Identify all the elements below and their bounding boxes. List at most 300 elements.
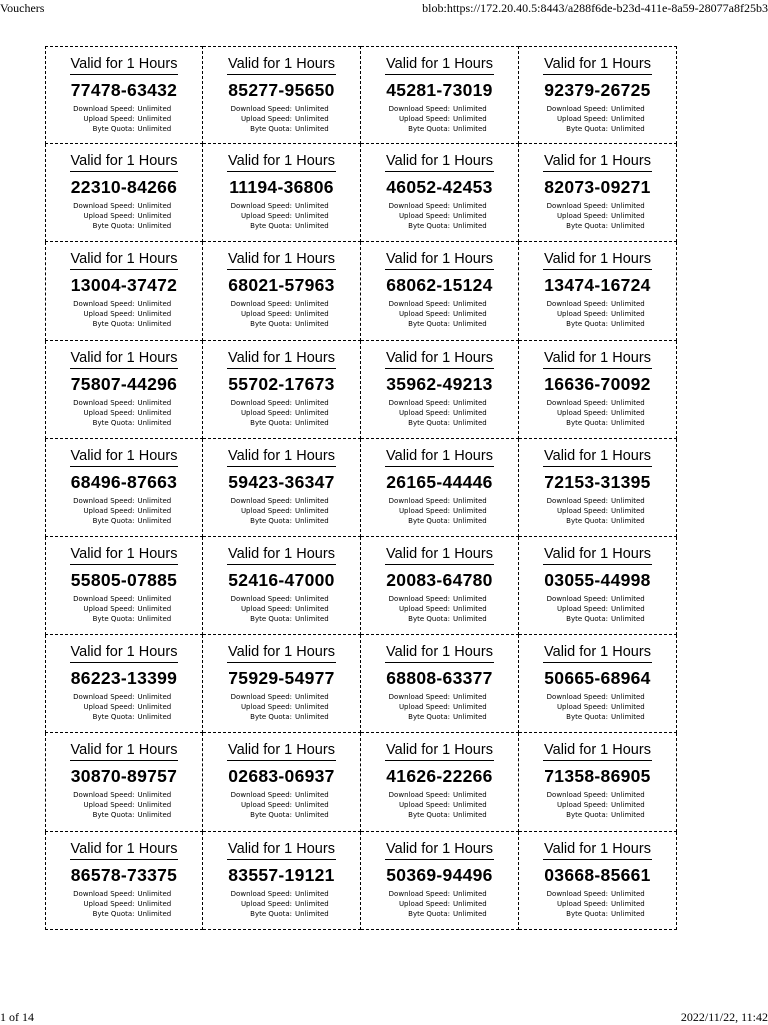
voucher-code: 72153-31395 xyxy=(544,471,651,492)
byte-quota-label: Byte Quota: xyxy=(408,125,450,133)
voucher-validity: Valid for 1 Hours xyxy=(70,350,179,369)
download-speed-value: Unlimited xyxy=(453,300,487,309)
upload-speed-label: Upload Speed: xyxy=(556,506,608,515)
byte-quota-label: Byte Quota: xyxy=(566,713,608,722)
voucher-code: 30870-89757 xyxy=(70,766,178,787)
upload-speed-value: Unlimited xyxy=(611,310,645,319)
voucher-card xyxy=(203,341,361,439)
voucher-validity: Valid for 1 Hours xyxy=(385,742,494,761)
upload-speed-value: Unlimited xyxy=(295,899,329,908)
voucher-card xyxy=(45,733,203,831)
upload-speed-value: Unlimited xyxy=(453,506,487,515)
voucher-code: 82073-09271 xyxy=(544,177,651,198)
upload-speed-value: Unlimited xyxy=(295,408,329,417)
voucher-card xyxy=(45,242,203,340)
upload-speed-value: Unlimited xyxy=(295,310,329,319)
voucher-specs xyxy=(519,398,676,428)
voucher-card xyxy=(45,635,203,733)
voucher-card xyxy=(519,635,677,733)
byte-quota-label: Byte Quota: xyxy=(250,713,292,722)
upload-speed-label: Upload Speed: xyxy=(83,506,135,515)
byte-quota-value: Unlimited xyxy=(611,909,645,918)
byte-quota-label: Byte Quota: xyxy=(92,614,135,623)
byte-quota-label: Byte Quota: xyxy=(92,320,135,329)
byte-quota-label: Byte Quota: xyxy=(566,320,608,329)
voucher-specs xyxy=(519,496,676,526)
byte-quota-label: Byte Quota: xyxy=(92,516,135,525)
download-speed-value: Unlimited xyxy=(453,398,487,407)
download-speed-label: Download Speed: xyxy=(73,105,135,113)
upload-speed-label: Upload Speed: xyxy=(398,310,450,319)
byte-quota-label: Byte Quota: xyxy=(250,125,292,133)
voucher-specs xyxy=(203,398,360,428)
byte-quota-value: Unlimited xyxy=(611,713,645,722)
voucher-code: 83557-19121 xyxy=(228,864,335,885)
print-footer-datetime: 2022/11/22, 11:42 xyxy=(680,1010,768,1024)
byte-quota-value: Unlimited xyxy=(137,614,172,623)
download-speed-label: Download Speed: xyxy=(230,105,292,113)
voucher-specs xyxy=(203,594,360,624)
download-speed-value: Unlimited xyxy=(611,398,645,407)
byte-quota-value: Unlimited xyxy=(295,811,329,820)
voucher-validity: Valid for 1 Hours xyxy=(70,153,179,172)
upload-speed-value: Unlimited xyxy=(295,801,329,810)
download-speed-label: Download Speed: xyxy=(230,791,292,800)
download-speed-label: Download Speed: xyxy=(546,791,608,800)
byte-quota-value: Unlimited xyxy=(137,909,172,918)
voucher-validity: Valid for 1 Hours xyxy=(70,644,179,663)
byte-quota-label: Byte Quota: xyxy=(408,320,450,329)
voucher-code: 26165-44446 xyxy=(386,471,493,492)
upload-speed-label: Upload Speed: xyxy=(556,604,608,613)
upload-speed-value: Unlimited xyxy=(295,703,329,712)
byte-quota-label: Byte Quota: xyxy=(92,222,135,231)
byte-quota-value: Unlimited xyxy=(453,125,487,133)
upload-speed-value: Unlimited xyxy=(453,703,487,712)
byte-quota-label: Byte Quota: xyxy=(250,516,292,525)
voucher-specs xyxy=(361,594,518,624)
byte-quota-value: Unlimited xyxy=(295,713,329,722)
download-speed-label: Download Speed: xyxy=(388,105,450,113)
upload-speed-value: Unlimited xyxy=(611,506,645,515)
upload-speed-value: Unlimited xyxy=(453,801,487,810)
download-speed-label: Download Speed: xyxy=(388,693,450,702)
voucher-specs xyxy=(46,398,202,428)
download-speed-value: Unlimited xyxy=(453,202,487,211)
voucher-card xyxy=(361,733,519,831)
upload-speed-value: Unlimited xyxy=(295,115,329,123)
voucher-card xyxy=(45,537,203,635)
byte-quota-value: Unlimited xyxy=(295,418,329,427)
upload-speed-value: Unlimited xyxy=(611,899,645,908)
voucher-validity: Valid for 1 Hours xyxy=(227,448,336,467)
voucher-validity: Valid for 1 Hours xyxy=(543,56,652,75)
voucher-validity: Valid for 1 Hours xyxy=(385,56,494,75)
voucher-code: 59423-36347 xyxy=(228,471,335,492)
byte-quota-label: Byte Quota: xyxy=(408,713,450,722)
upload-speed-label: Upload Speed: xyxy=(556,115,608,123)
upload-speed-value: Unlimited xyxy=(611,604,645,613)
voucher-code: 03668-85661 xyxy=(544,864,651,885)
upload-speed-value: Unlimited xyxy=(295,604,329,613)
upload-speed-value: Unlimited xyxy=(295,212,329,221)
voucher-code: 92379-26725 xyxy=(544,80,651,100)
voucher-validity: Valid for 1 Hours xyxy=(385,251,494,270)
print-header-title: Vouchers xyxy=(0,1,45,15)
voucher-code: 68496-87663 xyxy=(70,471,178,492)
upload-speed-label: Upload Speed: xyxy=(83,899,135,908)
download-speed-label: Download Speed: xyxy=(230,889,292,898)
upload-speed-label: Upload Speed: xyxy=(83,408,135,417)
voucher-code: 41626-22266 xyxy=(386,766,493,787)
voucher-card xyxy=(203,144,361,242)
upload-speed-label: Upload Speed: xyxy=(398,506,450,515)
upload-speed-label: Upload Speed: xyxy=(556,801,608,810)
voucher-validity: Valid for 1 Hours xyxy=(543,644,652,663)
voucher-card xyxy=(519,144,677,242)
download-speed-label: Download Speed: xyxy=(73,889,135,898)
upload-speed-label: Upload Speed: xyxy=(398,801,450,810)
voucher-validity: Valid for 1 Hours xyxy=(70,742,179,761)
download-speed-label: Download Speed: xyxy=(388,594,450,603)
upload-speed-value: Unlimited xyxy=(137,408,172,417)
voucher-card xyxy=(203,832,361,930)
download-speed-label: Download Speed: xyxy=(73,202,135,211)
download-speed-value: Unlimited xyxy=(453,889,487,898)
voucher-code: 75929-54977 xyxy=(228,668,335,689)
upload-speed-label: Upload Speed: xyxy=(83,212,135,221)
download-speed-value: Unlimited xyxy=(137,398,172,407)
byte-quota-label: Byte Quota: xyxy=(408,909,450,918)
upload-speed-label: Upload Speed: xyxy=(240,115,292,123)
upload-speed-label: Upload Speed: xyxy=(556,703,608,712)
voucher-specs xyxy=(46,692,202,722)
download-speed-value: Unlimited xyxy=(453,105,487,113)
byte-quota-label: Byte Quota: xyxy=(408,222,450,231)
download-speed-label: Download Speed: xyxy=(546,300,608,309)
upload-speed-label: Upload Speed: xyxy=(398,115,450,123)
download-speed-value: Unlimited xyxy=(137,300,172,309)
upload-speed-value: Unlimited xyxy=(137,115,172,123)
byte-quota-label: Byte Quota: xyxy=(250,614,292,623)
voucher-card xyxy=(203,46,361,144)
voucher-card xyxy=(361,832,519,930)
voucher-validity: Valid for 1 Hours xyxy=(385,644,494,663)
voucher-code: 86223-13399 xyxy=(70,668,178,689)
voucher-card xyxy=(361,46,519,144)
voucher-code: 68062-15124 xyxy=(386,275,493,296)
voucher-specs xyxy=(203,299,360,329)
byte-quota-value: Unlimited xyxy=(137,418,172,427)
voucher-specs xyxy=(203,790,360,820)
byte-quota-label: Byte Quota: xyxy=(566,516,608,525)
voucher-validity: Valid for 1 Hours xyxy=(227,350,336,369)
download-speed-label: Download Speed: xyxy=(73,398,135,407)
voucher-validity: Valid for 1 Hours xyxy=(543,153,652,172)
voucher-validity: Valid for 1 Hours xyxy=(227,742,336,761)
voucher-card xyxy=(361,635,519,733)
byte-quota-value: Unlimited xyxy=(453,516,487,525)
voucher-specs xyxy=(519,104,676,134)
download-speed-label: Download Speed: xyxy=(388,496,450,505)
download-speed-value: Unlimited xyxy=(453,594,487,603)
byte-quota-label: Byte Quota: xyxy=(250,320,292,329)
byte-quota-value: Unlimited xyxy=(611,125,645,133)
upload-speed-value: Unlimited xyxy=(137,801,172,810)
byte-quota-label: Byte Quota: xyxy=(566,125,608,133)
download-speed-label: Download Speed: xyxy=(73,300,135,309)
voucher-specs xyxy=(519,201,676,231)
voucher-code: 46052-42453 xyxy=(386,177,493,198)
voucher-validity: Valid for 1 Hours xyxy=(70,841,179,860)
download-speed-label: Download Speed: xyxy=(230,398,292,407)
download-speed-label: Download Speed: xyxy=(73,496,135,505)
upload-speed-value: Unlimited xyxy=(453,899,487,908)
download-speed-label: Download Speed: xyxy=(73,594,135,603)
voucher-specs xyxy=(361,496,518,526)
voucher-validity: Valid for 1 Hours xyxy=(227,153,336,172)
byte-quota-value: Unlimited xyxy=(611,516,645,525)
download-speed-label: Download Speed: xyxy=(388,398,450,407)
voucher-validity: Valid for 1 Hours xyxy=(543,742,652,761)
print-header-url: blob:https://172.20.40.5:8443/a288f6de-b23d-411e-8a59-28077a8f25b3 xyxy=(422,1,768,15)
voucher-specs xyxy=(361,104,518,134)
upload-speed-value: Unlimited xyxy=(295,506,329,515)
download-speed-value: Unlimited xyxy=(295,594,329,603)
voucher-code: 13474-16724 xyxy=(544,275,651,296)
voucher-specs xyxy=(46,201,202,231)
upload-speed-value: Unlimited xyxy=(453,115,487,123)
download-speed-value: Unlimited xyxy=(295,105,329,113)
voucher-code: 77478-63432 xyxy=(70,80,178,100)
voucher-specs xyxy=(46,299,202,329)
download-speed-value: Unlimited xyxy=(137,594,172,603)
upload-speed-label: Upload Speed: xyxy=(556,899,608,908)
voucher-validity: Valid for 1 Hours xyxy=(70,546,179,565)
upload-speed-label: Upload Speed: xyxy=(240,801,292,810)
upload-speed-label: Upload Speed: xyxy=(240,506,292,515)
download-speed-label: Download Speed: xyxy=(230,496,292,505)
upload-speed-value: Unlimited xyxy=(453,212,487,221)
voucher-validity: Valid for 1 Hours xyxy=(385,546,494,565)
voucher-card xyxy=(361,439,519,537)
voucher-card xyxy=(203,242,361,340)
byte-quota-value: Unlimited xyxy=(295,909,329,918)
byte-quota-value: Unlimited xyxy=(137,125,172,133)
download-speed-label: Download Speed: xyxy=(73,693,135,702)
download-speed-value: Unlimited xyxy=(295,300,329,309)
voucher-code: 68021-57963 xyxy=(228,275,335,296)
upload-speed-label: Upload Speed: xyxy=(556,310,608,319)
download-speed-label: Download Speed: xyxy=(546,693,608,702)
upload-speed-label: Upload Speed: xyxy=(556,408,608,417)
voucher-card xyxy=(519,341,677,439)
byte-quota-value: Unlimited xyxy=(611,320,645,329)
voucher-specs xyxy=(46,594,202,624)
voucher-validity: Valid for 1 Hours xyxy=(385,350,494,369)
byte-quota-label: Byte Quota: xyxy=(566,614,608,623)
voucher-specs xyxy=(519,790,676,820)
byte-quota-value: Unlimited xyxy=(137,713,172,722)
voucher-card xyxy=(203,537,361,635)
voucher-code: 50369-94496 xyxy=(386,864,493,885)
download-speed-value: Unlimited xyxy=(137,105,172,113)
byte-quota-value: Unlimited xyxy=(453,320,487,329)
upload-speed-label: Upload Speed: xyxy=(240,310,292,319)
voucher-card xyxy=(45,341,203,439)
download-speed-value: Unlimited xyxy=(611,202,645,211)
upload-speed-label: Upload Speed: xyxy=(240,408,292,417)
download-speed-value: Unlimited xyxy=(295,693,329,702)
upload-speed-value: Unlimited xyxy=(611,801,645,810)
voucher-specs xyxy=(361,790,518,820)
byte-quota-value: Unlimited xyxy=(137,320,172,329)
voucher-card xyxy=(519,46,677,144)
voucher-card xyxy=(361,341,519,439)
byte-quota-value: Unlimited xyxy=(453,614,487,623)
byte-quota-label: Byte Quota: xyxy=(566,222,608,231)
voucher-validity: Valid for 1 Hours xyxy=(543,841,652,860)
download-speed-label: Download Speed: xyxy=(388,202,450,211)
byte-quota-label: Byte Quota: xyxy=(250,811,292,820)
voucher-specs xyxy=(361,398,518,428)
voucher-validity: Valid for 1 Hours xyxy=(70,448,179,467)
voucher-specs xyxy=(361,692,518,722)
voucher-card xyxy=(45,144,203,242)
voucher-code: 20083-64780 xyxy=(386,569,493,590)
voucher-validity: Valid for 1 Hours xyxy=(227,251,336,270)
upload-speed-value: Unlimited xyxy=(137,212,172,221)
download-speed-value: Unlimited xyxy=(453,496,487,505)
voucher-card xyxy=(519,832,677,930)
download-speed-label: Download Speed: xyxy=(546,202,608,211)
voucher-validity: Valid for 1 Hours xyxy=(543,546,652,565)
voucher-code: 85277-95650 xyxy=(228,80,335,100)
download-speed-value: Unlimited xyxy=(137,202,172,211)
upload-speed-label: Upload Speed: xyxy=(398,604,450,613)
download-speed-label: Download Speed: xyxy=(546,496,608,505)
byte-quota-label: Byte Quota: xyxy=(408,811,450,820)
voucher-card xyxy=(45,439,203,537)
upload-speed-label: Upload Speed: xyxy=(83,703,135,712)
download-speed-value: Unlimited xyxy=(137,889,172,898)
download-speed-value: Unlimited xyxy=(611,791,645,800)
voucher-card xyxy=(519,439,677,537)
upload-speed-value: Unlimited xyxy=(453,408,487,417)
byte-quota-label: Byte Quota: xyxy=(566,811,608,820)
voucher-code: 16636-70092 xyxy=(544,373,651,394)
voucher-specs xyxy=(203,104,360,134)
voucher-specs xyxy=(519,299,676,329)
byte-quota-label: Byte Quota: xyxy=(92,909,135,918)
download-speed-value: Unlimited xyxy=(295,791,329,800)
byte-quota-label: Byte Quota: xyxy=(566,909,608,918)
byte-quota-value: Unlimited xyxy=(453,811,487,820)
byte-quota-label: Byte Quota: xyxy=(92,125,135,133)
voucher-code: 86578-73375 xyxy=(70,864,178,885)
download-speed-label: Download Speed: xyxy=(546,398,608,407)
upload-speed-value: Unlimited xyxy=(611,408,645,417)
download-speed-value: Unlimited xyxy=(453,693,487,702)
download-speed-label: Download Speed: xyxy=(388,889,450,898)
voucher-card xyxy=(45,46,203,144)
download-speed-label: Download Speed: xyxy=(546,105,608,113)
download-speed-value: Unlimited xyxy=(611,594,645,603)
voucher-specs xyxy=(46,889,202,919)
upload-speed-label: Upload Speed: xyxy=(240,604,292,613)
download-speed-value: Unlimited xyxy=(295,202,329,211)
byte-quota-label: Byte Quota: xyxy=(250,909,292,918)
upload-speed-value: Unlimited xyxy=(611,115,645,123)
byte-quota-label: Byte Quota: xyxy=(250,222,292,231)
download-speed-value: Unlimited xyxy=(611,496,645,505)
upload-speed-label: Upload Speed: xyxy=(398,899,450,908)
voucher-code: 02683-06937 xyxy=(228,766,335,787)
byte-quota-value: Unlimited xyxy=(453,713,487,722)
upload-speed-label: Upload Speed: xyxy=(556,212,608,221)
download-speed-value: Unlimited xyxy=(295,496,329,505)
voucher-code: 45281-73019 xyxy=(386,80,493,100)
voucher-code: 75807-44296 xyxy=(70,373,178,394)
byte-quota-label: Byte Quota: xyxy=(92,713,135,722)
byte-quota-value: Unlimited xyxy=(611,614,645,623)
byte-quota-value: Unlimited xyxy=(295,125,329,133)
download-speed-label: Download Speed: xyxy=(546,889,608,898)
voucher-code: 03055-44998 xyxy=(544,569,651,590)
upload-speed-value: Unlimited xyxy=(611,212,645,221)
download-speed-value: Unlimited xyxy=(611,693,645,702)
voucher-specs xyxy=(203,889,360,919)
voucher-code: 13004-37472 xyxy=(70,275,178,296)
byte-quota-value: Unlimited xyxy=(295,222,329,231)
voucher-validity: Valid for 1 Hours xyxy=(70,56,179,75)
download-speed-value: Unlimited xyxy=(453,791,487,800)
upload-speed-value: Unlimited xyxy=(611,703,645,712)
byte-quota-value: Unlimited xyxy=(453,222,487,231)
upload-speed-label: Upload Speed: xyxy=(240,703,292,712)
byte-quota-value: Unlimited xyxy=(295,516,329,525)
upload-speed-label: Upload Speed: xyxy=(83,604,135,613)
upload-speed-label: Upload Speed: xyxy=(83,310,135,319)
upload-speed-label: Upload Speed: xyxy=(398,408,450,417)
byte-quota-value: Unlimited xyxy=(453,418,487,427)
byte-quota-label: Byte Quota: xyxy=(92,418,135,427)
download-speed-value: Unlimited xyxy=(137,791,172,800)
voucher-specs xyxy=(519,594,676,624)
voucher-specs xyxy=(361,299,518,329)
voucher-code: 55702-17673 xyxy=(228,373,335,394)
voucher-card xyxy=(203,635,361,733)
download-speed-value: Unlimited xyxy=(611,105,645,113)
voucher-code: 71358-86905 xyxy=(544,766,651,787)
download-speed-label: Download Speed: xyxy=(230,202,292,211)
voucher-specs xyxy=(46,496,202,526)
voucher-card xyxy=(519,537,677,635)
byte-quota-label: Byte Quota: xyxy=(408,418,450,427)
upload-speed-label: Upload Speed: xyxy=(398,703,450,712)
upload-speed-value: Unlimited xyxy=(137,899,172,908)
byte-quota-value: Unlimited xyxy=(137,516,172,525)
voucher-card xyxy=(45,832,203,930)
download-speed-label: Download Speed: xyxy=(230,594,292,603)
voucher-code: 68808-63377 xyxy=(386,668,493,689)
download-speed-label: Download Speed: xyxy=(230,693,292,702)
download-speed-label: Download Speed: xyxy=(546,594,608,603)
voucher-validity: Valid for 1 Hours xyxy=(543,448,652,467)
byte-quota-value: Unlimited xyxy=(295,614,329,623)
voucher-card xyxy=(519,733,677,831)
voucher-code: 11194-36806 xyxy=(229,177,334,198)
